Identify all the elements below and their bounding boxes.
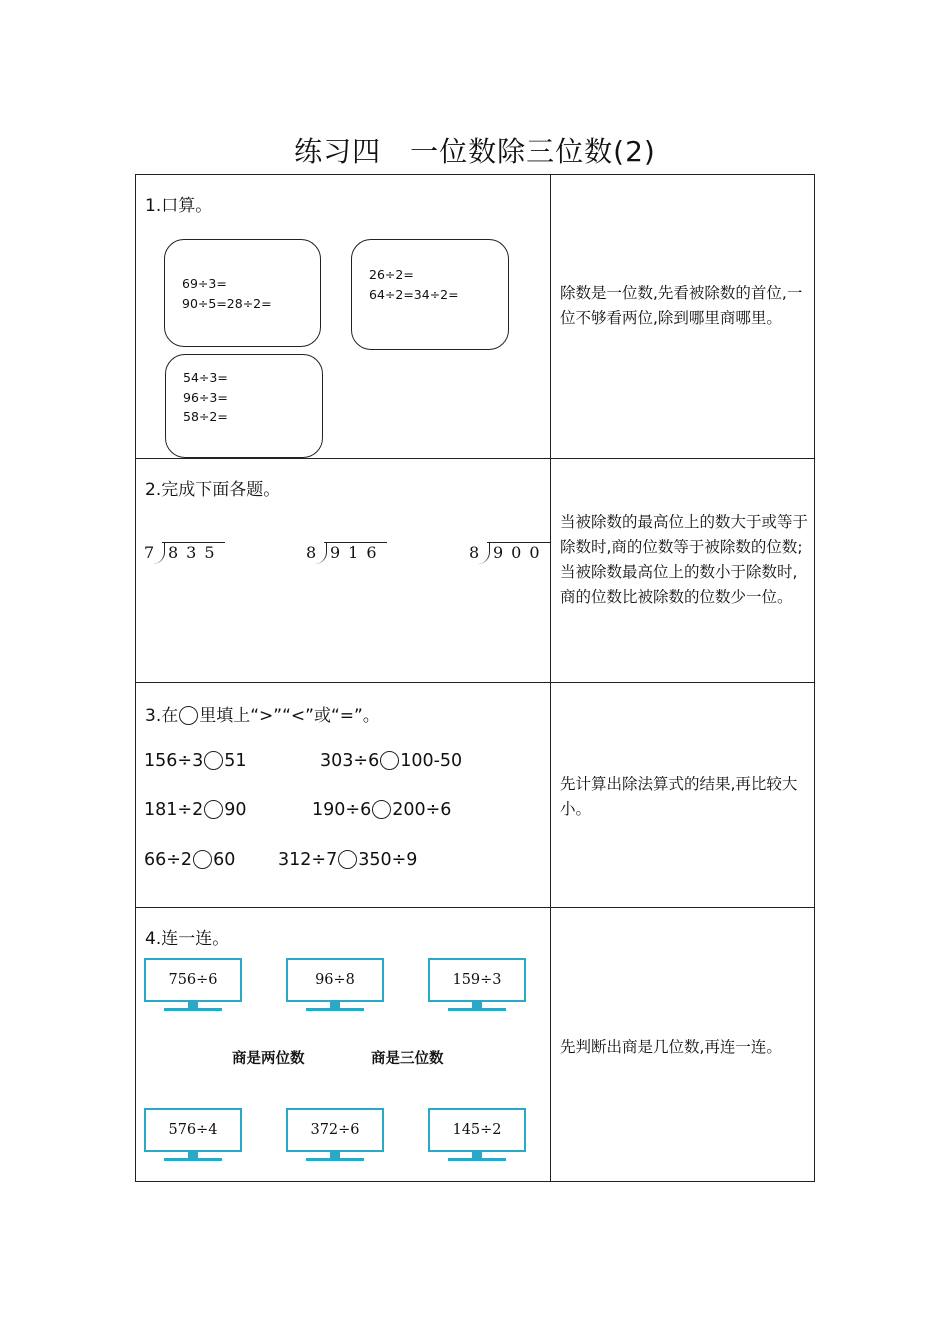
monitor-card[interactable]: [286, 1108, 384, 1164]
compare-left: 190÷6: [312, 800, 372, 820]
column-divider: [550, 175, 551, 1181]
monitor-base: [164, 1008, 222, 1011]
row-divider: [136, 682, 814, 683]
divisor: 8: [469, 543, 480, 562]
q1-box-b-line: 64÷2=34÷2=: [369, 286, 459, 302]
label-three-digit[interactable]: 商是三位数: [371, 1050, 444, 1067]
answer-circle[interactable]: [380, 751, 399, 770]
q3-title: [145, 701, 380, 726]
answer-circle[interactable]: [204, 751, 223, 770]
monitor-card[interactable]: [144, 958, 242, 1014]
monitor-base: [448, 1008, 506, 1011]
answer-circle[interactable]: [372, 800, 391, 819]
circle-icon: [179, 706, 198, 725]
q1-box-c: [165, 354, 323, 458]
compare-item: [144, 751, 246, 771]
monitor-card[interactable]: [428, 958, 526, 1014]
compare-right: 100-50: [400, 751, 463, 771]
answer-circle[interactable]: [204, 800, 223, 819]
q1-box-a-line: 69÷3=: [182, 276, 227, 291]
monitor-card[interactable]: [286, 958, 384, 1014]
q1-box-b: [351, 239, 509, 350]
compare-right: 200÷6: [392, 800, 452, 820]
compare-right: 60: [213, 850, 236, 870]
q2-tip: 当被除数的最高位上的数大于或等于除数时,商的位数等于被除数的位数;当被除数最高位上的数小于除数时,商的位数比被除数的位数少一位。: [560, 513, 809, 606]
q1-box-b-line: 26÷2=: [369, 267, 414, 282]
compare-left: 156÷3: [144, 751, 204, 771]
compare-item: [312, 800, 451, 820]
monitor-screen: 159÷3: [428, 958, 526, 1002]
compare-item: [144, 850, 235, 870]
answer-circle[interactable]: [338, 850, 357, 869]
dividend: 835: [162, 542, 225, 562]
compare-right: 51: [224, 751, 247, 771]
q3-tip: 先计算出除法算式的结果,再比较大小。: [560, 775, 798, 818]
monitor-screen: 372÷6: [286, 1108, 384, 1152]
label-two-digit[interactable]: 商是两位数: [232, 1050, 305, 1067]
compare-item: [278, 850, 417, 870]
compare-left: 312÷7: [278, 850, 338, 870]
compare-left: 181÷2: [144, 800, 204, 820]
q1-box-c-line: 54÷3=: [183, 370, 228, 385]
compare-item: [320, 751, 462, 771]
monitor-screen: 576÷4: [144, 1108, 242, 1152]
q2-title: 2.完成下面各题。: [145, 480, 281, 500]
dividend: 900: [487, 542, 550, 562]
q1-box-a: [164, 239, 321, 347]
monitor-base: [306, 1008, 364, 1011]
q1-box-c-line: 58÷2=: [183, 409, 228, 424]
compare-right: 90: [224, 800, 247, 820]
page-title: 练习四 一位数除三位数(2): [294, 135, 656, 168]
monitor-card[interactable]: [428, 1108, 526, 1164]
monitor-screen: 96÷8: [286, 958, 384, 1002]
divisor: 7: [144, 543, 155, 562]
q4-tip: 先判断出商是几位数,再连一连。: [560, 1038, 782, 1056]
row-divider: [136, 907, 814, 908]
monitor-card[interactable]: [144, 1108, 242, 1164]
q1-box-a-line: 90÷5=28÷2=: [182, 295, 272, 311]
q1-box-c-line: 96÷3=: [183, 389, 228, 405]
compare-item: [144, 800, 246, 820]
q3-title-pre: 3.在: [145, 706, 179, 726]
answer-circle[interactable]: [193, 850, 212, 869]
monitor-screen: 145÷2: [428, 1108, 526, 1152]
monitor-screen: 756÷6: [144, 958, 242, 1002]
q1-tip: 除数是一位数,先看被除数的首位,一位不够看两位,除到哪里商哪里。: [560, 284, 803, 327]
divisor: 8: [306, 543, 317, 562]
compare-left: 303÷6: [320, 751, 380, 771]
dividend: 916: [324, 542, 387, 562]
monitor-base: [448, 1158, 506, 1161]
q4-title: 4.连一连。: [145, 929, 230, 949]
monitor-base: [164, 1158, 222, 1161]
row-divider: [136, 458, 814, 459]
compare-right: 350÷9: [358, 850, 418, 870]
compare-left: 66÷2: [144, 850, 193, 870]
exercise-table: [135, 174, 815, 1182]
q3-title-post: 里填上“>”“<”或“=”。: [199, 706, 380, 726]
monitor-base: [306, 1158, 364, 1161]
q1-title: 1.口算。: [145, 196, 213, 216]
